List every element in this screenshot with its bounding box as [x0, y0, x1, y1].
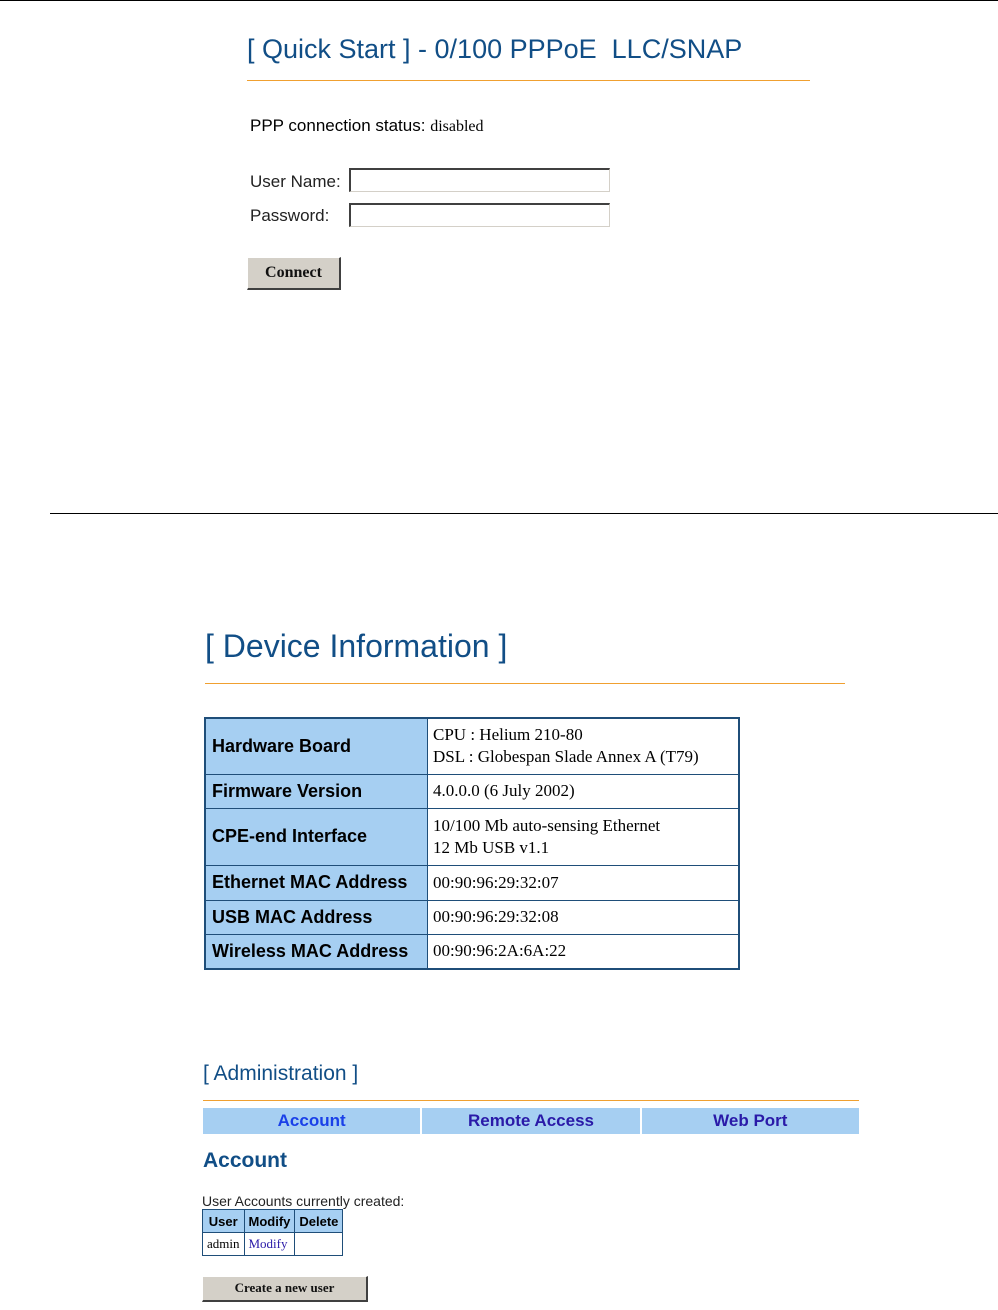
accounts-note: User Accounts currently created:	[202, 1193, 405, 1209]
row-value	[428, 808, 740, 865]
modify-cell	[244, 1233, 295, 1256]
administration-divider	[203, 1100, 859, 1101]
row-label: Ethernet MAC Address	[205, 865, 428, 900]
table-row	[205, 808, 739, 865]
create-user-button[interactable]: Create a new user	[202, 1276, 368, 1302]
row-value	[428, 900, 740, 934]
value-line: DSL : Globespan Slade Annex A (T79)	[433, 747, 699, 767]
row-value	[428, 774, 740, 808]
ppp-status-label: PPP connection status:	[250, 116, 426, 135]
value-line: 12 Mb USB v1.1	[433, 837, 550, 857]
device-info-table	[204, 717, 740, 970]
password-label: Password:	[250, 206, 330, 225]
value-line: 00:90:96:2A:6A:22	[433, 941, 567, 961]
table-header-row	[203, 1210, 343, 1233]
quick-start-divider	[247, 80, 810, 81]
tab-account[interactable]: Account	[203, 1108, 420, 1134]
row-value	[428, 718, 740, 774]
user-name-label: User Name:	[250, 172, 341, 191]
value-line: 10/100 Mb auto-sensing Ethernet	[433, 815, 661, 835]
device-info-title: [ Device Information ]	[205, 628, 508, 664]
top-rule	[0, 0, 998, 1]
password-input[interactable]	[349, 203, 610, 227]
table-row	[205, 774, 739, 808]
tab-remote-access[interactable]: Remote Access	[422, 1108, 639, 1134]
row-label: CPE-end Interface	[205, 808, 428, 865]
row-label: Hardware Board	[205, 718, 428, 774]
user-cell: admin	[203, 1233, 245, 1256]
row-value	[428, 865, 740, 900]
quick-start-title: [ Quick Start ] - 0/100 PPPoE LLC/SNAP	[247, 34, 743, 64]
ppp-status-value: disabled	[430, 118, 484, 135]
table-row	[205, 718, 739, 774]
value-line: 00:90:96:29:32:08	[433, 907, 559, 926]
user-name-input[interactable]	[349, 168, 610, 192]
table-row	[205, 900, 739, 934]
administration-title: [ Administration ]	[203, 1062, 359, 1085]
row-label: USB MAC Address	[205, 900, 428, 934]
table-row	[205, 865, 739, 900]
column-header-modify: Modify	[244, 1210, 295, 1233]
column-header-user: User	[203, 1210, 245, 1233]
connect-button[interactable]: Connect	[247, 257, 341, 290]
device-info-divider	[205, 683, 845, 684]
admin-tab-bar	[203, 1108, 859, 1134]
account-heading: Account	[203, 1149, 287, 1172]
row-value	[428, 934, 740, 969]
delete-cell[interactable]	[295, 1233, 343, 1256]
table-row	[203, 1233, 343, 1256]
column-header-delete: Delete	[295, 1210, 343, 1233]
ppp-status	[250, 116, 484, 136]
row-label: Wireless MAC Address	[205, 934, 428, 969]
modify-link[interactable]: Modify	[248, 1236, 288, 1251]
value-line: CPU : Helium 210-80	[433, 725, 583, 745]
user-accounts-table	[202, 1209, 343, 1256]
tab-web-port[interactable]: Web Port	[642, 1108, 859, 1134]
row-label: Firmware Version	[205, 774, 428, 808]
section-divider	[50, 513, 998, 514]
value-line: 4.0.0.0 (6 July 2002)	[433, 781, 575, 800]
table-row	[205, 934, 739, 969]
value-line: 00:90:96:29:32:07	[433, 872, 559, 892]
